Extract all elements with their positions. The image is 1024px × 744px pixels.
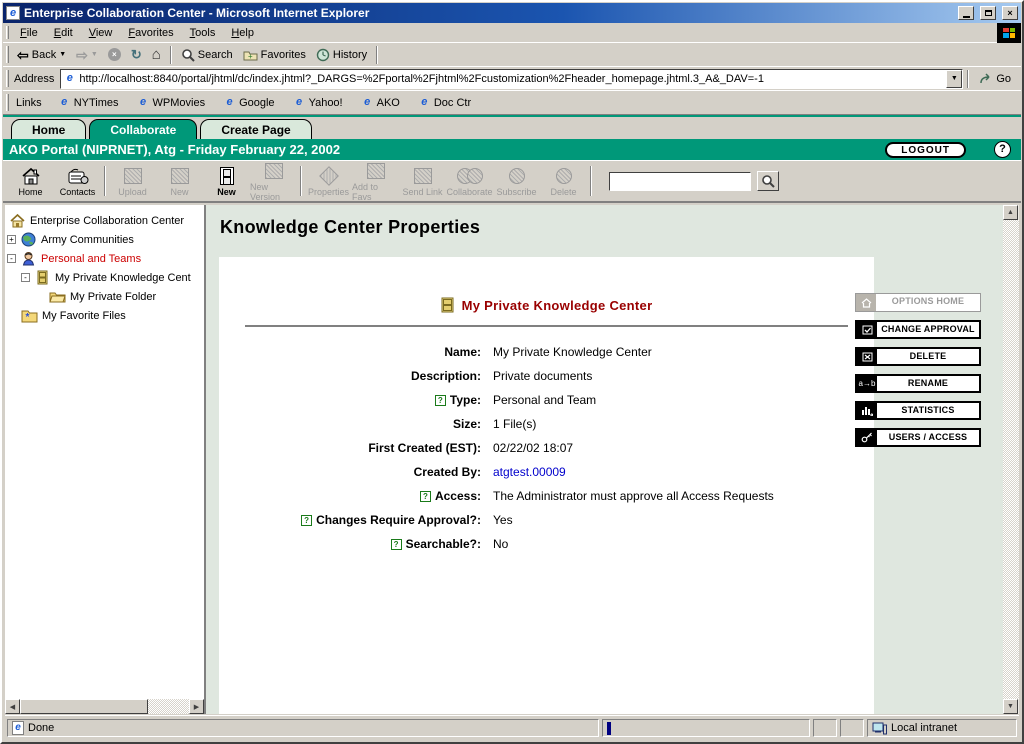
forward-arrow-icon: ⇨ [76, 46, 88, 63]
help-tip-icon[interactable]: ? [301, 515, 312, 526]
subscribe-icon [509, 168, 525, 184]
back-arrow-icon: ⇦ [17, 46, 29, 63]
tab-home[interactable]: Home [11, 119, 86, 139]
links-label: Links [16, 96, 42, 109]
users-access-button[interactable]: USERS / ACCESS [855, 428, 981, 447]
go-button[interactable]: Go [973, 73, 1017, 85]
local-intranet-icon [872, 722, 887, 735]
link-icon: e [364, 96, 371, 108]
status-bar [5, 715, 1019, 739]
status-progress [602, 719, 810, 737]
status-message: e Done [7, 719, 599, 737]
link-nytimes[interactable]: e NYTimes [50, 96, 127, 109]
refresh-button[interactable] [126, 44, 147, 65]
address-dropdown-icon[interactable]: ▼ [946, 70, 962, 88]
history-button[interactable]: History [311, 44, 372, 65]
progress-bar [607, 722, 611, 735]
address-label: Address [14, 72, 55, 85]
statistics-button[interactable]: STATISTICS [855, 401, 981, 420]
tree-item-my-private-folder[interactable]: My Private Folder [5, 287, 204, 306]
address-grip[interactable] [6, 70, 9, 86]
property-row-name: Name: My Private Knowledge Center [444, 345, 652, 359]
action-toolbar [3, 160, 1021, 203]
ie-app-icon: e [6, 6, 20, 20]
home-icon: ⌂ [151, 46, 161, 63]
help-button[interactable]: ? [994, 141, 1011, 158]
menu-favorites[interactable]: Favorites [128, 26, 174, 39]
windows-logo-icon [997, 23, 1021, 43]
portal-banner [3, 139, 1021, 160]
forward-button[interactable] [71, 44, 103, 65]
property-row-access: ? Access: The Administrator must approve all Access Requests [219, 489, 874, 503]
open-folder-icon [49, 289, 66, 304]
tree-item-army-communities[interactable]: + Army Communities [5, 230, 204, 249]
menu-tools[interactable]: Tools [189, 26, 216, 39]
toolbar-grip[interactable] [6, 46, 9, 62]
change-approval-button[interactable]: CHANGE APPROVAL [855, 320, 981, 339]
restore-button[interactable] [980, 6, 996, 20]
action-collaborate: Collaborate [446, 166, 493, 197]
divider [245, 325, 848, 327]
favorites-button[interactable]: + Favorites [238, 44, 311, 65]
link-icon: e [139, 96, 147, 108]
status-pane [813, 719, 837, 737]
property-row-searchable: ? Searchable?: No [219, 537, 874, 551]
title-bar [3, 3, 1021, 23]
tab-collaborate[interactable]: Collaborate [89, 119, 197, 139]
action-properties: Properties [305, 166, 352, 197]
portal-search-button[interactable] [757, 171, 779, 191]
checkbox-icon [862, 325, 873, 335]
property-row-changes-require-approval: ? Changes Require Approval?: Yes [219, 513, 874, 527]
action-new-kc[interactable]: New [203, 166, 250, 197]
svg-text:*: * [25, 312, 30, 323]
security-zone: Local intranet [867, 719, 1017, 737]
created-by-link[interactable]: atgtest.00009 [493, 465, 566, 479]
link-docctr[interactable]: e Doc Ctr [410, 96, 479, 109]
favorites-folder-icon [21, 308, 38, 323]
help-tip-icon[interactable]: ? [435, 395, 446, 406]
address-input[interactable] [60, 69, 963, 89]
property-list [219, 345, 874, 551]
back-dropdown-icon[interactable]: ▼ [59, 51, 67, 58]
link-icon: e [61, 96, 68, 108]
go-arrow-icon [979, 73, 993, 85]
link-icon: e [296, 96, 303, 108]
address-bar [3, 67, 1021, 91]
action-contacts[interactable]: Contacts [54, 166, 101, 197]
forward-dropdown-icon[interactable]: ▼ [90, 51, 98, 58]
window-title: Enterprise Collaboration Center - Microsoft Internet Explorer [24, 6, 370, 20]
property-row-created-by: Created By: atgtest.00009 [413, 465, 566, 479]
svg-text:+: + [247, 51, 253, 61]
new-version-icon [265, 163, 283, 179]
new-folder-icon [171, 168, 189, 184]
properties-icon [319, 166, 339, 186]
link-icon: e [226, 96, 233, 108]
collapse-icon[interactable]: - [21, 273, 30, 282]
home-icon [21, 167, 41, 185]
menu-view[interactable]: View [88, 26, 113, 39]
delete-icon [556, 168, 572, 184]
add-to-favs-icon [367, 163, 385, 179]
back-button[interactable]: ⇦ Back ▼ [17, 46, 67, 63]
content-area [5, 205, 1019, 714]
link-google[interactable]: e Google [215, 96, 282, 109]
property-row-first-created: First Created (EST): 02/22/02 18:07 [368, 441, 574, 455]
cabinet-icon [34, 270, 51, 285]
action-delete: Delete [540, 166, 587, 197]
scrollbar-thumb[interactable] [20, 699, 148, 714]
delete-button[interactable]: DELETE [855, 347, 981, 366]
tree-item-my-private-kc[interactable]: - My Private Knowledge Cent [5, 268, 204, 287]
links-grip[interactable] [6, 94, 9, 110]
search-icon [181, 48, 195, 62]
link-ako[interactable]: e AKO [353, 96, 408, 109]
menu-file[interactable]: File [20, 26, 38, 39]
contacts-icon [67, 167, 89, 185]
cabinet-icon [441, 297, 454, 313]
rename-button[interactable]: a→b RENAME [855, 374, 981, 393]
action-home[interactable]: Home [7, 166, 54, 197]
stop-button[interactable] [103, 44, 126, 65]
portal-tab-strip [3, 115, 1021, 139]
collaborate-icon [467, 168, 483, 184]
links-bar [3, 91, 1021, 115]
page-icon: e [12, 721, 24, 735]
link-wpmovies[interactable]: e WPMovies [129, 96, 214, 109]
scroll-right-icon[interactable]: ▶ [189, 699, 204, 714]
options-home-button: OPTIONS HOME [855, 293, 981, 312]
menu-help[interactable]: Help [231, 26, 254, 39]
vertical-scrollbar[interactable] [1003, 205, 1019, 714]
send-link-icon [414, 168, 432, 184]
search-button[interactable]: Search [176, 44, 238, 65]
action-new-folder: New [156, 166, 203, 197]
close-button[interactable]: × [1002, 6, 1018, 20]
scroll-down-icon[interactable]: ▼ [1003, 699, 1018, 714]
main-content [206, 205, 1003, 714]
bar-chart-icon [861, 405, 873, 416]
action-new-version: New Version [250, 161, 297, 202]
tree-item-ecc[interactable]: Enterprise Collaboration Center [5, 211, 204, 230]
scroll-up-icon[interactable]: ▲ [1003, 205, 1018, 220]
home-icon [861, 298, 872, 308]
kc-title: My Private Knowledge Center [461, 297, 653, 313]
expand-icon[interactable]: + [7, 235, 16, 244]
link-icon: e [421, 96, 428, 108]
page-title: Knowledge Center Properties [220, 217, 481, 237]
tree-horizontal-scrollbar[interactable] [5, 699, 204, 714]
person-icon [20, 251, 37, 266]
key-icon [861, 432, 873, 443]
portal-search-input[interactable] [609, 172, 751, 191]
minimize-button[interactable] [958, 6, 974, 20]
refresh-icon: ↻ [130, 46, 142, 62]
x-box-icon [862, 352, 873, 362]
banner-title: AKO Portal (NIPRNET), Atg - Friday February 22, 2002 [9, 142, 341, 157]
favorites-icon [243, 49, 258, 61]
collapse-icon[interactable]: - [7, 254, 16, 263]
address-url: http://localhost:8840/portal/jhtml/dc/index.jhtml?_DARGS=%2Fportal%2Fjhtml%2Fcustomization%2Fheader_homepage.jhtml.3_A&_DAV=-1 [79, 72, 764, 85]
tree-item-my-favorite-files[interactable]: * My Favorite Files [5, 306, 204, 325]
status-pane [840, 719, 864, 737]
properties-panel [219, 257, 874, 714]
property-row-size: Size: 1 File(s) [452, 417, 537, 431]
action-send-link: Send Link [399, 166, 446, 197]
link-yahoo[interactable]: e Yahoo! [285, 96, 351, 109]
logout-button[interactable]: LOGOUT [885, 142, 966, 158]
home-button[interactable] [147, 44, 166, 65]
upload-icon [124, 168, 142, 184]
navigation-tree [5, 205, 206, 714]
help-tip-icon[interactable]: ? [391, 539, 402, 550]
house-icon [9, 213, 26, 228]
action-subscribe: Subscribe [493, 166, 540, 197]
action-upload: Upload [109, 166, 156, 197]
scrollbar-track[interactable] [148, 699, 189, 714]
action-add-to-favs: Add to Favs [352, 161, 399, 202]
standard-toolbar [3, 43, 1021, 67]
help-tip-icon[interactable]: ? [420, 491, 431, 502]
tree-item-personal-and-teams[interactable]: - Personal and Teams [5, 249, 204, 268]
menu-grip[interactable] [6, 26, 9, 39]
page-icon: e [66, 72, 73, 84]
scrollbar-track[interactable] [1003, 220, 1019, 699]
scroll-left-icon[interactable]: ◀ [5, 699, 20, 714]
property-row-description: Description: Private documents [410, 369, 593, 383]
rename-icon: a→b [857, 376, 877, 391]
history-icon [316, 48, 330, 62]
property-row-type: ? Type: Personal and Team [219, 393, 874, 407]
new-cabinet-icon [220, 167, 234, 185]
menu-bar [3, 23, 1021, 43]
tab-create-page[interactable]: Create Page [200, 119, 311, 139]
options-column [855, 293, 981, 455]
menu-edit[interactable]: Edit [53, 26, 73, 39]
stop-icon: × [108, 48, 121, 61]
globe-icon [20, 232, 37, 247]
search-icon [761, 174, 775, 188]
